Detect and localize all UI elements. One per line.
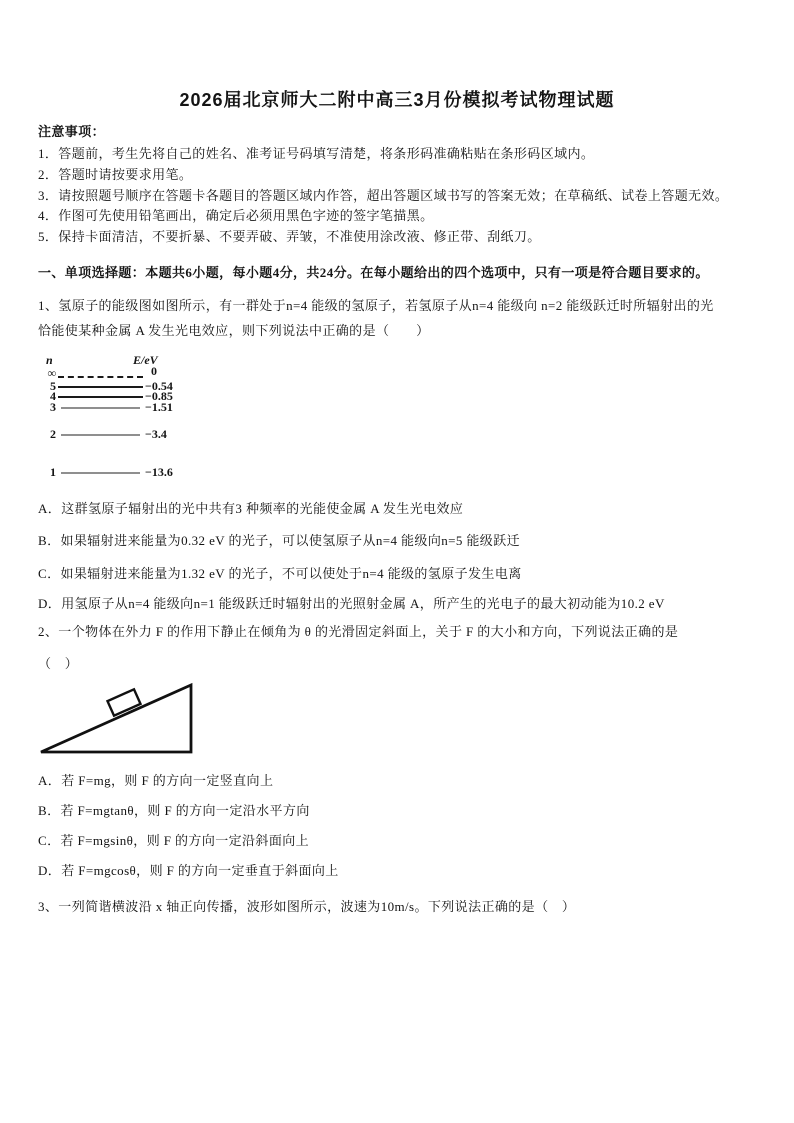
- diagram-n-axis-label: n: [46, 353, 53, 367]
- notice-item-1: 1．答题前，考生先将自己的姓名、准考证号码填写清楚，将条形码准确粘贴在条形码区域内。: [38, 146, 595, 161]
- incline-triangle: [41, 685, 191, 752]
- level-line-2: [61, 434, 140, 436]
- level-n-infinity-label: ∞: [47, 366, 56, 380]
- block-on-incline: [107, 689, 140, 715]
- level-energy-2: −3.4: [145, 427, 167, 441]
- level-n-3-label: 3: [50, 400, 56, 414]
- diagram-e-axis-label: E/eV: [133, 353, 158, 367]
- question-2-option-c: C．若 F=mgsinθ，则 F 的方向一定沿斜面向上: [38, 833, 310, 848]
- level-energy-4: −0.85: [145, 389, 173, 403]
- level-n-4-label: 4: [50, 389, 56, 403]
- level-n-1-label: 1: [50, 465, 56, 479]
- notice-item-4: 4．作图可先使用铅笔画出，确定后必须用黑色字迹的签字笔描黑。: [38, 208, 434, 223]
- level-line-infinity: [58, 376, 143, 378]
- level-n-2-label: 2: [50, 427, 56, 441]
- question-1-option-d: D．用氢原子从n=4 能级向n=1 能级跃迁时辐射出的光照射金属 A，所产生的光电子的最大初动能为10.2 eV: [38, 596, 665, 611]
- question-2-option-a: A．若 F=mg，则 F 的方向一定竖直向上: [38, 773, 274, 788]
- question-3-stem: 3、一列简谐横波沿 x 轴正向传播，波形如图所示，波速为10m/s。下列说法正确的是（ ）: [38, 899, 576, 914]
- level-line-1: [61, 472, 140, 474]
- level-energy-3: −1.51: [145, 400, 173, 414]
- level-n-5-label: 5: [50, 379, 56, 393]
- section-1-heading: 一、单项选择题：本题共6小题，每小题4分，共24分。在每小题给出的四个选项中，只有一项是符合题目要求的。: [38, 265, 709, 280]
- energy-level-diagram: [38, 352, 208, 484]
- level-line-5: [58, 386, 143, 388]
- question-1-option-c: C．如果辐射进来能量为1.32 eV 的光子，不可以使处于n=4 能级的氢原子发生电离: [38, 566, 522, 581]
- inclined-plane-figure: [38, 678, 200, 762]
- level-energy-infinity: 0: [151, 364, 157, 378]
- page-title: 2026届北京师大二附中高三3月份模拟考试物理试题: [179, 90, 615, 110]
- notice-item-3: 3．请按照题号顺序在答题卡各题目的答题区域内作答，超出答题区域书写的答案无效；在草稿纸、试卷上答题无效。: [38, 188, 729, 203]
- question-2-stem-line-2: （ ）: [38, 656, 79, 671]
- notice-item-2: 2．答题时请按要求用笔。: [38, 167, 193, 182]
- question-2-option-b: B．若 F=mgtanθ，则 F 的方向一定沿水平方向: [38, 803, 310, 818]
- level-line-3: [61, 407, 140, 409]
- notice-item-5: 5．保持卡面清洁，不要折暴、不要弄破、弄皱，不准使用涂改液、修正带、刮纸刀。: [38, 229, 541, 244]
- question-1-stem-line-2: 恰能使某种金属 A 发生光电效应，则下列说法中正确的是（ ）: [38, 323, 430, 338]
- question-2-stem-line-1: 2、一个物体在外力 F 的作用下静止在倾角为 θ 的光滑固定斜面上，关于 F 的大小和方向，下列说法正确的是: [38, 624, 679, 639]
- question-2-option-d: D．若 F=mgcosθ，则 F 的方向一定垂直于斜面向上: [38, 863, 339, 878]
- question-1-option-b: B．如果辐射进来能量为0.32 eV 的光子，可以使氢原子从n=4 能级向n=5 能级跃迁: [38, 533, 521, 548]
- level-energy-1: −13.6: [145, 465, 173, 479]
- notice-heading: 注意事项：: [38, 124, 106, 139]
- level-line-4: [58, 396, 143, 398]
- question-1-option-a: A．这群氢原子辐射出的光中共有3 种频率的光能使金属 A 发生光电效应: [38, 501, 464, 516]
- question-1-stem-line-1: 1、氢原子的能级图如图所示，有一群处于n=4 能级的氢原子，若氢原子从n=4 能级向 n=2 能级跃迁时所辐射出的光: [38, 298, 714, 313]
- level-energy-5: −0.54: [145, 379, 173, 393]
